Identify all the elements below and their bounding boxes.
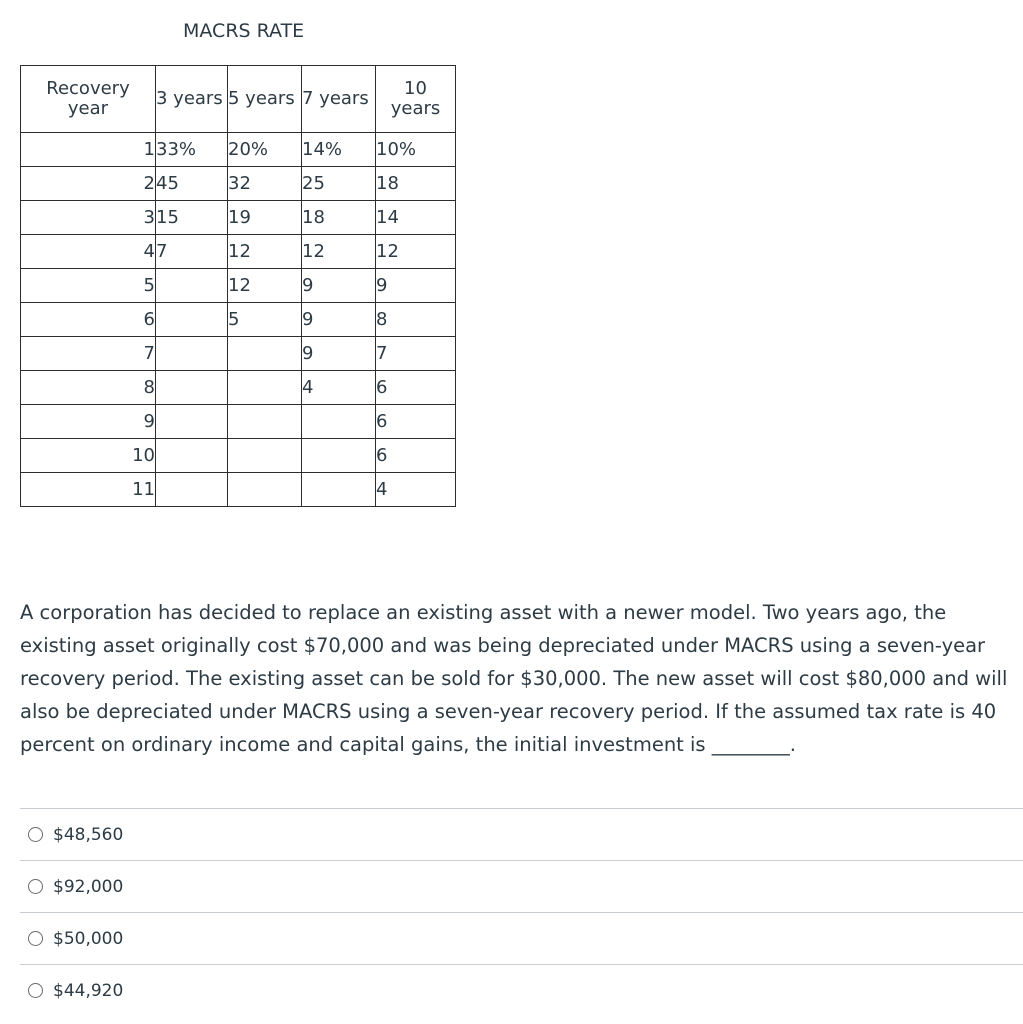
rate-10yr-cell: 6 — [376, 371, 456, 405]
answer-option-2[interactable] — [20, 860, 1023, 912]
header-7-years: 7 years — [302, 66, 376, 133]
rate-5yr-cell: 20% — [228, 133, 302, 167]
answer-option-4[interactable] — [20, 964, 1023, 1016]
rate-10yr-cell: 10% — [376, 133, 456, 167]
header-5-years: 5 years — [228, 66, 302, 133]
rate-5yr-cell: 32 — [228, 167, 302, 201]
rate-5yr-cell — [228, 337, 302, 371]
rate-3yr-cell — [156, 405, 228, 439]
rate-7yr-cell: 9 — [302, 337, 376, 371]
year-cell: 7 — [21, 337, 156, 371]
macrs-rate-table — [20, 65, 456, 507]
table-row — [21, 337, 456, 371]
year-cell: 8 — [21, 371, 156, 405]
table-title: MACRS RATE — [183, 20, 305, 42]
rate-3yr-cell: 45 — [156, 167, 228, 201]
header-recovery-line2: year — [67, 98, 109, 119]
year-cell: 6 — [21, 303, 156, 337]
rate-3yr-cell — [156, 337, 228, 371]
year-cell: 10 — [21, 439, 156, 473]
table-row — [21, 167, 456, 201]
rate-5yr-cell — [228, 371, 302, 405]
answer-label: $50,000 — [53, 928, 124, 949]
rate-3yr-cell — [156, 303, 228, 337]
rate-10yr-cell: 7 — [376, 337, 456, 371]
answer-option-3[interactable] — [20, 912, 1023, 964]
rate-7yr-cell: 18 — [302, 201, 376, 235]
table-row — [21, 439, 456, 473]
radio-button[interactable] — [28, 931, 43, 946]
rate-7yr-cell: 14% — [302, 133, 376, 167]
rate-7yr-cell: 25 — [302, 167, 376, 201]
answer-label: $92,000 — [53, 876, 124, 897]
radio-button[interactable] — [28, 879, 43, 894]
table-row — [21, 269, 456, 303]
rate-3yr-cell: 7 — [156, 235, 228, 269]
table-row — [21, 235, 456, 269]
rate-5yr-cell — [228, 473, 302, 507]
header-10-years — [376, 66, 456, 133]
rate-3yr-cell — [156, 371, 228, 405]
header-10-line2: years — [390, 98, 441, 119]
rate-10yr-cell: 6 — [376, 405, 456, 439]
year-cell: 9 — [21, 405, 156, 439]
year-cell: 2 — [21, 167, 156, 201]
rate-10yr-cell: 4 — [376, 473, 456, 507]
table-row — [21, 371, 456, 405]
rate-5yr-cell: 19 — [228, 201, 302, 235]
radio-button[interactable] — [28, 983, 43, 998]
rate-5yr-cell — [228, 439, 302, 473]
rate-5yr-cell: 5 — [228, 303, 302, 337]
rate-10yr-cell: 9 — [376, 269, 456, 303]
table-row — [21, 303, 456, 337]
answer-label: $44,920 — [53, 980, 124, 1001]
rate-10yr-cell: 6 — [376, 439, 456, 473]
year-cell: 5 — [21, 269, 156, 303]
rate-10yr-cell: 12 — [376, 235, 456, 269]
answer-option-1[interactable] — [20, 808, 1023, 860]
header-10-line1: 10 — [404, 78, 427, 99]
table-header-row — [21, 66, 456, 133]
rate-10yr-cell: 8 — [376, 303, 456, 337]
rate-7yr-cell: 9 — [302, 269, 376, 303]
rate-5yr-cell — [228, 405, 302, 439]
rate-10yr-cell: 18 — [376, 167, 456, 201]
table-row — [21, 405, 456, 439]
rate-7yr-cell — [302, 439, 376, 473]
rate-7yr-cell: 4 — [302, 371, 376, 405]
year-cell: 4 — [21, 235, 156, 269]
rate-3yr-cell — [156, 473, 228, 507]
table-row — [21, 201, 456, 235]
rate-10yr-cell: 14 — [376, 201, 456, 235]
rate-7yr-cell: 9 — [302, 303, 376, 337]
year-cell: 11 — [21, 473, 156, 507]
rate-3yr-cell: 33% — [156, 133, 228, 167]
rate-3yr-cell — [156, 269, 228, 303]
rate-3yr-cell: 15 — [156, 201, 228, 235]
table-row — [21, 473, 456, 507]
header-recovery-line1: Recovery — [46, 78, 130, 99]
year-cell: 3 — [21, 201, 156, 235]
rate-5yr-cell: 12 — [228, 269, 302, 303]
rate-3yr-cell — [156, 439, 228, 473]
rate-7yr-cell — [302, 405, 376, 439]
answer-options — [20, 808, 1023, 1016]
header-3-years: 3 years — [156, 66, 228, 133]
table-row — [21, 133, 456, 167]
question-text: A corporation has decided to replace an existing asset with a newer model. Two years ago, the existing asset originally cost $70,000 and was being depreciated under MACRS using a seven-year recovery period. The existing asset can be sold for $30,000. The new asset will cost $80,000 and will also be depreciated under MACRS using a seven-year recovery period. If the assumed tax rate is 40 percent on ordinary income and capital gains, the initial investment is ________. — [20, 601, 1008, 756]
rate-7yr-cell — [302, 473, 376, 507]
answer-label: $48,560 — [53, 824, 124, 845]
radio-button[interactable] — [28, 827, 43, 842]
rate-5yr-cell: 12 — [228, 235, 302, 269]
rate-7yr-cell: 12 — [302, 235, 376, 269]
year-cell: 1 — [21, 133, 156, 167]
header-recovery-year — [21, 66, 156, 133]
